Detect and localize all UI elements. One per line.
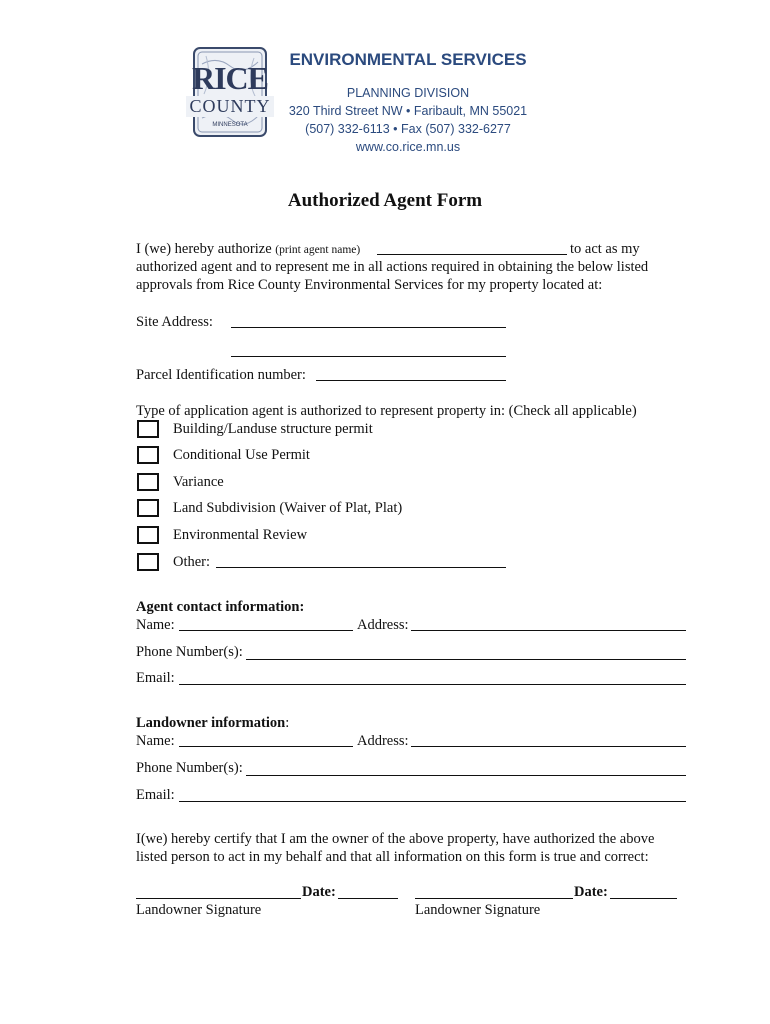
agent-email-input[interactable] [179, 684, 686, 685]
landowner-email-label: Email: [136, 787, 175, 803]
agent-phone-input[interactable] [246, 659, 686, 660]
form-title: Authorized Agent Form [287, 190, 483, 211]
date-label-2: Date: [574, 884, 608, 900]
header-address: 320 Third Street NW • Faribault, MN 55021 [288, 104, 528, 118]
landowner-heading-colon: : [285, 715, 290, 731]
landowner-email-input[interactable] [179, 801, 686, 802]
agent-address-input[interactable] [411, 630, 686, 631]
header-phone: (507) 332-6113 • Fax (507) 332-6277 [305, 122, 511, 136]
logo-subtitle: COUNTY [186, 96, 274, 117]
org-name: ENVIRONMENTAL SERVICES [289, 50, 527, 69]
type-heading: Type of application agent is authorized to represent property in: (Check all applicable) [136, 403, 637, 419]
option-other: Other: [173, 554, 211, 570]
option-land-subdivision: Land Subdivision (Waiver of Plat, Plat) [173, 500, 403, 516]
landowner-name-label: Name: [136, 733, 175, 749]
agent-name-field[interactable] [377, 254, 567, 255]
parcel-label: Parcel Identification number: [136, 367, 306, 383]
intro-prefix: I (we) hereby authorize [136, 241, 272, 257]
agent-email-label: Email: [136, 670, 175, 686]
landowner-address-label: Address: [357, 733, 409, 749]
agent-phone-label: Phone Number(s): [136, 644, 243, 660]
landowner-heading-text: Landowner information [136, 715, 286, 731]
other-field[interactable] [216, 567, 506, 568]
logo-state: MINNESOTA [212, 122, 248, 128]
site-address-field-1[interactable] [231, 327, 506, 328]
checkbox-land-subdivision[interactable] [137, 499, 159, 517]
intro-hint: (print agent name) [275, 244, 361, 256]
landowner-heading [136, 714, 289, 732]
option-variance: Variance [173, 474, 224, 490]
checkbox-building[interactable] [137, 420, 159, 438]
site-address-label: Site Address: [136, 314, 213, 330]
checkbox-conditional-use[interactable] [137, 446, 159, 464]
intro-line-2: authorized agent and to represent me in all actions required in obtaining the below listed [136, 259, 649, 275]
landowner-name-input[interactable] [179, 746, 353, 747]
checkbox-variance[interactable] [137, 473, 159, 491]
intro-line-1 [136, 240, 360, 259]
date-label-1: Date: [302, 884, 336, 900]
landowner-address-input[interactable] [411, 746, 686, 747]
division-name: PLANNING DIVISION [346, 86, 470, 100]
parcel-field[interactable] [316, 380, 506, 381]
logo-title: RICE [191, 60, 268, 96]
agent-name-label: Name: [136, 617, 175, 633]
header-website: www.co.rice.mn.us [355, 140, 461, 154]
landowner-phone-input[interactable] [246, 775, 686, 776]
signature-line-1[interactable] [136, 898, 301, 899]
landowner-phone-label: Phone Number(s): [136, 760, 243, 776]
option-building: Building/Landuse structure permit [173, 421, 373, 437]
agent-address-label: Address: [357, 617, 409, 633]
agent-heading: Agent contact information: [136, 599, 305, 615]
rice-county-logo [189, 46, 271, 138]
certify-line-2: listed person to act in my behalf and that all information on this form is true and correct: [136, 849, 649, 865]
checkbox-environmental-review[interactable] [137, 526, 159, 544]
intro-line-3: approvals from Rice County Environmental Services for my property located at: [136, 277, 603, 293]
date-field-1[interactable] [338, 898, 398, 899]
checkbox-other[interactable] [137, 553, 159, 571]
date-field-2[interactable] [610, 898, 677, 899]
certify-line-1: I(we) hereby certify that I am the owner of the above property, have authorized the above [136, 831, 655, 847]
intro-suffix: to act as my [570, 241, 640, 257]
option-environmental-review: Environmental Review [173, 527, 308, 543]
signature-label-2: Landowner Signature [415, 902, 541, 918]
signature-line-2[interactable] [415, 898, 573, 899]
site-address-field-2[interactable] [231, 356, 506, 357]
option-conditional-use: Conditional Use Permit [173, 447, 310, 463]
signature-label-1: Landowner Signature [136, 902, 262, 918]
agent-name-input[interactable] [179, 630, 353, 631]
